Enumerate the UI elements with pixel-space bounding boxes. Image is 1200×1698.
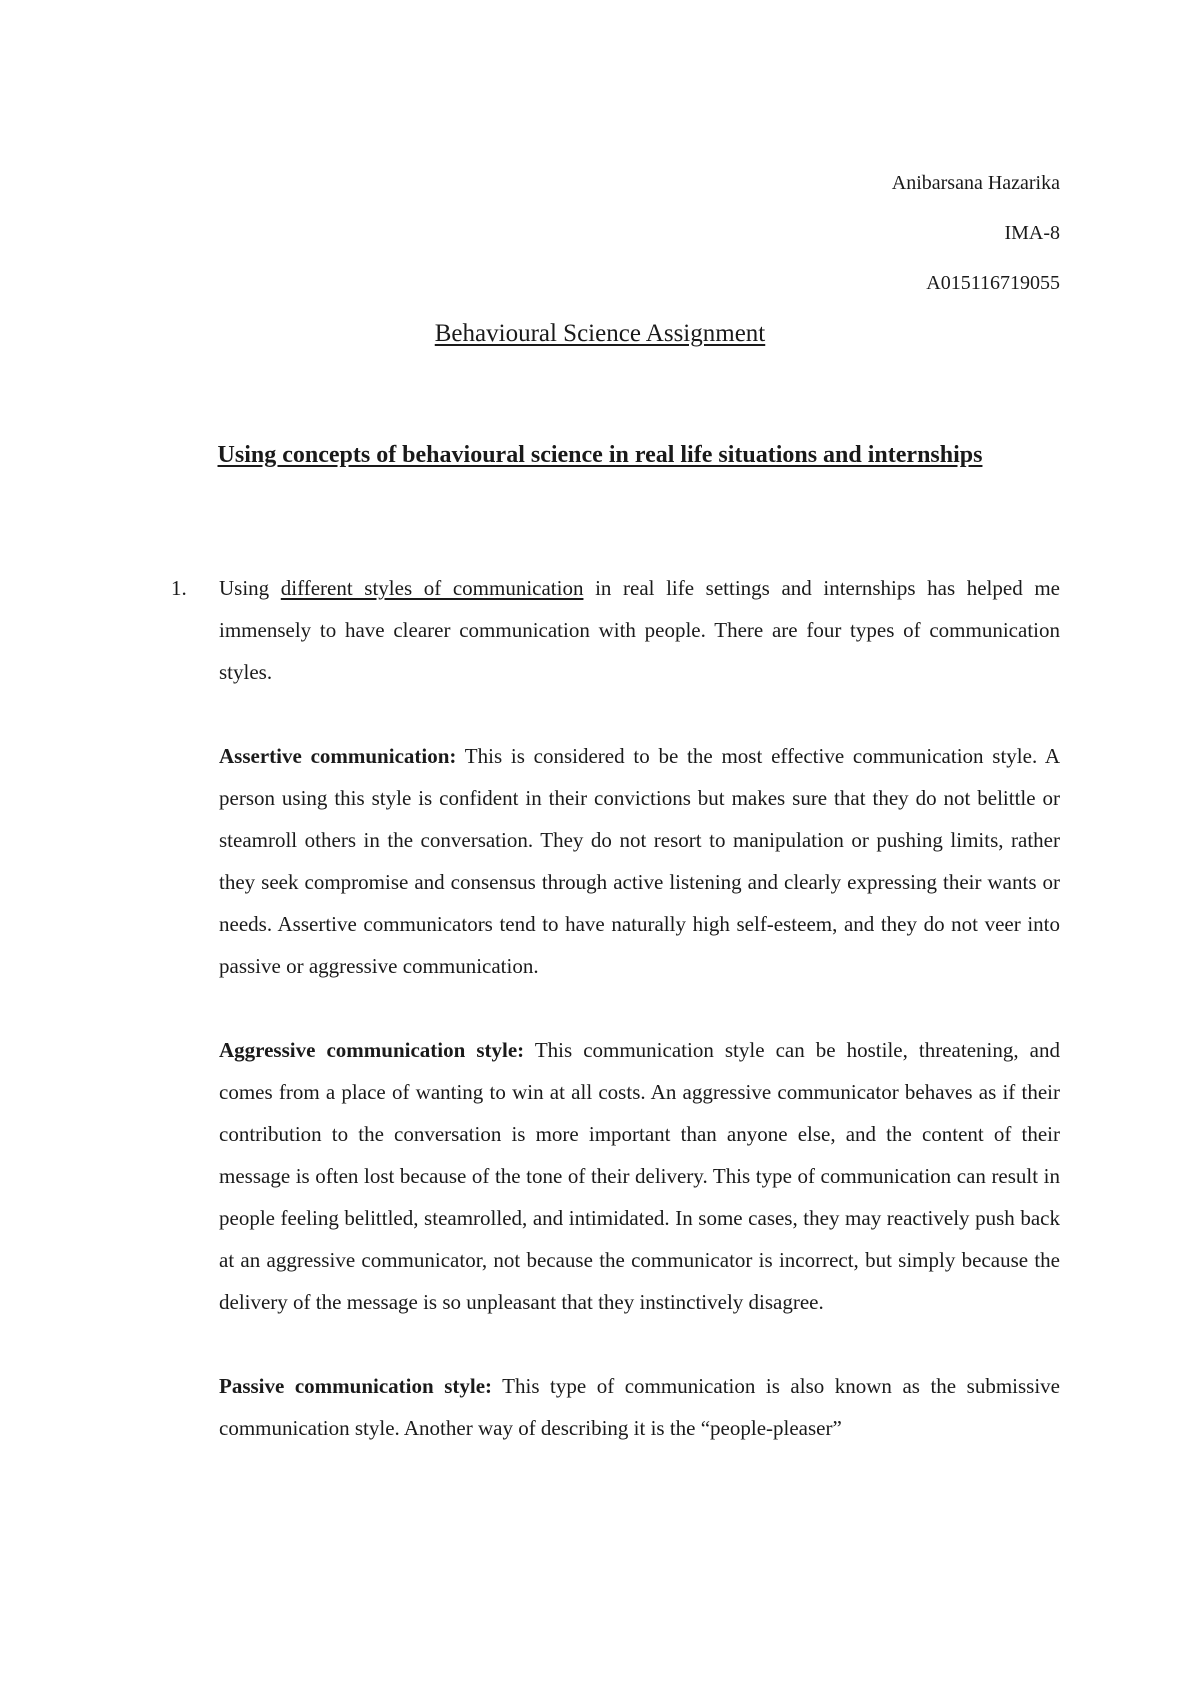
assertive-paragraph [219,735,1060,987]
underlined-phrase: different styles of communication [280,576,584,600]
aggressive-heading: Aggressive communication style: [219,1038,525,1062]
document-subtitle: Using concepts of behavioural science in real life situations and internships [217,442,983,468]
list-item-number: 1. [171,576,187,600]
aggressive-text: This communication style can be hostile, threatening, and comes from a place of wanting to win at all costs. An aggressive communicator behaves as if their contribution to the conversation is more important than anyone else, and the content of their message is often lost because of the tone of their delivery. This type of communication can result in people feeling belittled, steamrolled, and intimidated. In some cases, they may reactively push back at an aggressive communicator, not because the communicator is incorrect, but simply because the delivery of the message is so unpleasant that they instinctively disagree. [219,1038,1060,1314]
intro-text-start: Using [219,576,281,600]
aggressive-paragraph [219,1029,1060,1323]
document-title: Behavioural Science Assignment [434,320,766,347]
author-name: Anibarsana Hazarika [891,172,1060,194]
intro-text-end: in real life settings and internships has helped me immensely to have clearer communication with people. There are four types of communication styles. [219,576,1060,684]
author-id: A015116719055 [926,272,1060,294]
assertive-text: This is considered to be the most effective communication style. A person using this style is confident in their convictions but makes sure that they do not belittle or steamroll others in the conversation. They do not resort to manipulation or pushing limits, rather they seek compromise and consensus through active listening and clearly expressing their wants or needs. Assertive communicators tend to have naturally high self-esteem, and they do not veer into passive or aggressive communication. [219,744,1060,978]
passive-paragraph [219,1365,1060,1449]
passive-heading: Passive communication style: [219,1374,493,1398]
assertive-heading: Assertive communication: [219,744,457,768]
passive-text: This type of communication is also known as the submissive communication style. Another way of describing it is the “people-pleaser” [219,1374,1060,1440]
intro-paragraph [219,567,1060,693]
list-item-body [219,567,1060,1449]
author-class: IMA-8 [1004,222,1060,244]
